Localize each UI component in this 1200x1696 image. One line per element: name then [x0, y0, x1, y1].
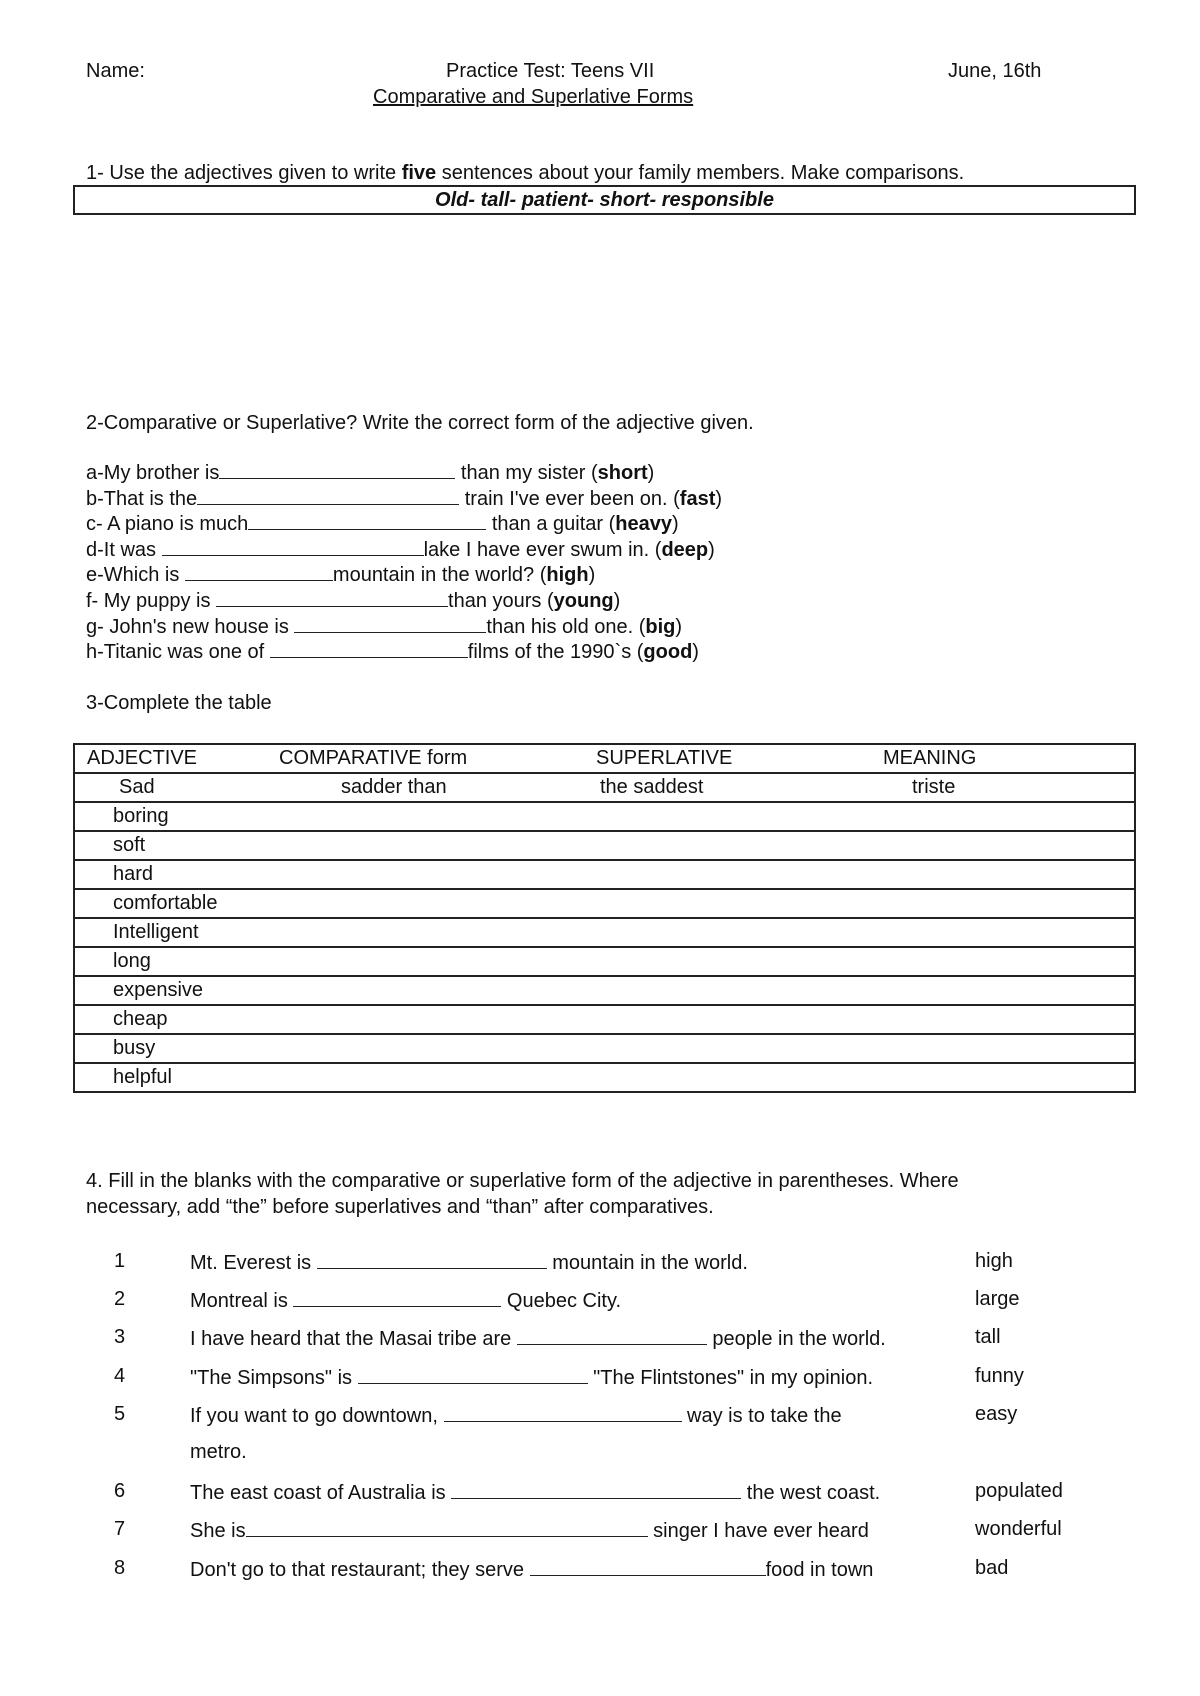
item-text-end: )	[647, 462, 655, 484]
item-number: 7	[114, 1518, 126, 1540]
item-text-post: train I've ever been on. (	[459, 488, 680, 510]
row-comparative-cell[interactable]	[279, 1005, 596, 1034]
table-row	[74, 1034, 1135, 1063]
section1-instruction-bold: five	[401, 162, 437, 184]
item-adjective: young	[553, 590, 614, 612]
item-adjective: heavy	[615, 513, 672, 535]
section2-item	[86, 487, 722, 511]
row-meaning-cell[interactable]	[883, 860, 1135, 889]
item-sentence	[190, 1557, 873, 1582]
table-example-row	[74, 773, 1135, 802]
table-row	[74, 860, 1135, 889]
row-adjective: helpful	[74, 1063, 279, 1092]
row-meaning-cell[interactable]	[883, 976, 1135, 1005]
section2-item	[86, 563, 595, 587]
item-text-end: )	[675, 616, 683, 638]
section3-instruction: 3-Complete the table	[86, 692, 272, 714]
row-superlative-cell[interactable]	[596, 1005, 883, 1034]
row-superlative-cell[interactable]	[596, 1063, 883, 1092]
answer-blank[interactable]	[294, 616, 486, 633]
answer-blank[interactable]	[317, 1250, 547, 1269]
section2-item	[86, 615, 682, 639]
row-adjective: long	[74, 947, 279, 976]
section2-item	[86, 640, 699, 664]
section4-item	[0, 1480, 1200, 1510]
section1-instruction-pre: 1- Use the adjectives given to write	[86, 162, 402, 184]
section4-item	[0, 1518, 1200, 1548]
item-text-post: people in the world.	[706, 1328, 886, 1350]
table-row	[74, 831, 1135, 860]
name-label: Name:	[86, 60, 145, 82]
row-superlative-cell[interactable]	[596, 947, 883, 976]
item-continuation: metro.	[190, 1441, 247, 1463]
item-adjective: big	[645, 616, 676, 638]
item-sentence	[190, 1326, 886, 1351]
item-adjective: wonderful	[975, 1518, 1062, 1540]
row-comparative-cell[interactable]	[279, 1034, 596, 1063]
row-meaning-cell[interactable]	[883, 802, 1135, 831]
row-comparative-cell[interactable]	[279, 947, 596, 976]
row-adjective: Intelligent	[74, 918, 279, 947]
row-superlative-cell[interactable]	[596, 802, 883, 831]
item-text-end: )	[588, 564, 596, 586]
answer-blank[interactable]	[517, 1326, 707, 1345]
item-text-pre: Don't go to that restaurant; they serve	[190, 1559, 530, 1581]
table-row	[74, 889, 1135, 918]
item-adjective: deep	[661, 539, 709, 561]
item-text-pre: "The Simpsons" is	[190, 1367, 358, 1389]
section4-item	[0, 1250, 1200, 1280]
item-text-post: food in town	[765, 1559, 874, 1581]
answer-blank[interactable]	[530, 1557, 766, 1576]
item-number: 6	[114, 1480, 126, 1502]
item-adjective: large	[975, 1288, 1020, 1310]
item-text-pre: a-My brother is	[86, 462, 220, 484]
section4-item	[0, 1288, 1200, 1318]
section1-instruction	[86, 162, 964, 185]
table-header-row	[74, 744, 1135, 773]
item-adjective: easy	[975, 1403, 1018, 1425]
row-meaning-cell[interactable]	[883, 1034, 1135, 1063]
item-sentence	[190, 1480, 880, 1505]
row-adjective: comfortable	[74, 889, 279, 918]
answer-blank[interactable]	[216, 590, 448, 607]
item-text-pre: d-It was	[86, 539, 162, 561]
table-row	[74, 1063, 1135, 1092]
item-text-post: than my sister (	[455, 462, 598, 484]
example-adjective: Sad	[74, 773, 279, 802]
row-meaning-cell[interactable]	[883, 831, 1135, 860]
row-comparative-cell[interactable]	[279, 860, 596, 889]
header-comparative: COMPARATIVE form	[279, 747, 468, 769]
example-meaning: triste	[883, 773, 1135, 802]
item-text-post: mountain in the world? (	[332, 564, 547, 586]
page-subtitle: Comparative and Superlative Forms	[373, 86, 694, 108]
item-adjective: funny	[975, 1365, 1024, 1387]
item-adjective: bad	[975, 1557, 1009, 1579]
answer-blank[interactable]	[162, 539, 424, 556]
test-date: June, 16th	[948, 60, 1042, 82]
item-text-post: Quebec City.	[501, 1290, 622, 1312]
item-text-end: )	[613, 590, 621, 612]
row-comparative-cell[interactable]	[279, 976, 596, 1005]
row-superlative-cell[interactable]	[596, 976, 883, 1005]
row-adjective: busy	[74, 1034, 279, 1063]
header-adjective: ADJECTIVE	[87, 747, 198, 769]
item-text-end: )	[715, 488, 723, 510]
item-text-post: way is to take the	[681, 1405, 842, 1427]
section4-item	[0, 1365, 1200, 1395]
answer-blank[interactable]	[246, 1518, 648, 1537]
row-meaning-cell[interactable]	[883, 1063, 1135, 1092]
test-title: Practice Test: Teens VII	[446, 60, 655, 82]
row-comparative-cell[interactable]	[279, 918, 596, 947]
example-comparative: sadder than	[279, 773, 596, 802]
example-superlative: the saddest	[596, 773, 883, 802]
item-text-post: films of the 1990`s (	[467, 641, 644, 663]
item-text-pre: Mt. Everest is	[190, 1252, 317, 1274]
item-number: 2	[114, 1288, 126, 1310]
row-adjective: hard	[74, 860, 279, 889]
row-comparative-cell[interactable]	[279, 831, 596, 860]
item-adjective: tall	[975, 1326, 1001, 1348]
item-text-pre: e-Which is	[86, 564, 185, 586]
item-number: 3	[114, 1326, 126, 1348]
item-number: 1	[114, 1250, 126, 1272]
section4-item	[0, 1326, 1200, 1356]
row-meaning-cell[interactable]	[883, 889, 1135, 918]
answer-blank[interactable]	[451, 1480, 741, 1499]
item-text-pre: The east coast of Australia is	[190, 1482, 452, 1504]
item-number: 8	[114, 1557, 126, 1579]
answer-blank[interactable]	[444, 1403, 682, 1422]
item-text-pre: h-Titanic was one of	[86, 641, 270, 663]
section4-instruction-line1: 4. Fill in the blanks with the comparative or superlative form of the adjective in parentheses. Where	[86, 1170, 959, 1192]
item-adjective: populated	[975, 1480, 1063, 1502]
section2-instruction: 2-Comparative or Superlative? Write the correct form of the adjective given.	[86, 412, 754, 434]
row-meaning-cell[interactable]	[883, 1005, 1135, 1034]
row-comparative-cell[interactable]	[279, 1063, 596, 1092]
row-superlative-cell[interactable]	[596, 1034, 883, 1063]
answer-blank[interactable]	[197, 488, 459, 505]
row-meaning-cell[interactable]	[883, 918, 1135, 947]
item-text-post: than a guitar (	[486, 513, 616, 535]
answer-blank[interactable]	[219, 462, 455, 479]
row-adjective: boring	[74, 802, 279, 831]
table-row	[74, 802, 1135, 831]
row-superlative-cell[interactable]	[596, 860, 883, 889]
row-superlative-cell[interactable]	[596, 831, 883, 860]
item-text-post: than yours (	[448, 590, 554, 612]
answer-blank[interactable]	[293, 1288, 501, 1307]
row-superlative-cell[interactable]	[596, 889, 883, 918]
item-number: 4	[114, 1365, 126, 1387]
item-text-pre: If you want to go downtown,	[190, 1405, 444, 1427]
row-adjective: soft	[74, 831, 279, 860]
section4-item	[0, 1557, 1200, 1587]
item-text-pre: Montreal is	[190, 1290, 294, 1312]
item-text-post: than his old one. (	[486, 616, 646, 638]
row-adjective: expensive	[74, 976, 279, 1005]
row-adjective: cheap	[74, 1005, 279, 1034]
item-text-post: "The Flintstones" in my opinion.	[587, 1367, 874, 1389]
item-adjective: high	[975, 1250, 1013, 1272]
answer-blank[interactable]	[358, 1365, 588, 1384]
item-text-end: )	[708, 539, 715, 561]
item-text-end: )	[672, 513, 679, 535]
section2-item	[86, 461, 654, 485]
section4-item	[0, 1403, 1200, 1463]
item-adjective: good	[643, 641, 693, 663]
item-sentence	[190, 1518, 869, 1543]
adjectives-table	[73, 743, 1136, 1093]
item-adjective: fast	[679, 488, 716, 510]
item-number: 5	[114, 1403, 126, 1425]
item-adjective: high	[546, 564, 589, 586]
item-sentence	[190, 1288, 621, 1313]
table-row	[74, 947, 1135, 976]
row-comparative-cell[interactable]	[279, 802, 596, 831]
item-text-pre: She is	[190, 1520, 246, 1542]
item-sentence	[190, 1403, 842, 1428]
header-superlative: SUPERLATIVE	[596, 747, 733, 769]
answer-blank[interactable]	[270, 641, 468, 658]
item-text-post: the west coast.	[741, 1482, 881, 1504]
row-superlative-cell[interactable]	[596, 918, 883, 947]
section2-item	[86, 512, 679, 536]
item-sentence	[190, 1250, 748, 1275]
row-comparative-cell[interactable]	[279, 889, 596, 918]
table-row	[74, 976, 1135, 1005]
item-text-post: lake I have ever swum in. (	[423, 539, 662, 561]
item-adjective: short	[597, 462, 648, 484]
answer-blank[interactable]	[185, 564, 333, 581]
section4-instruction-line2: necessary, add “the” before superlatives and “than” after comparatives.	[86, 1196, 714, 1218]
item-text-post: mountain in the world.	[546, 1252, 748, 1274]
answer-blank[interactable]	[248, 513, 486, 530]
item-text-post: singer I have ever heard	[647, 1520, 869, 1542]
item-sentence	[190, 1365, 873, 1390]
table-row	[74, 1005, 1135, 1034]
header-meaning: MEANING	[883, 747, 977, 769]
item-text-pre: g- John's new house is	[86, 616, 295, 638]
section1-instruction-post: sentences about your family members. Make comparisons.	[436, 162, 965, 184]
row-meaning-cell[interactable]	[883, 947, 1135, 976]
section2-item	[86, 589, 620, 613]
item-text-pre: I have heard that the Masai tribe are	[190, 1328, 517, 1350]
adjectives-box: Old- tall- patient- short- responsible	[73, 185, 1136, 215]
item-text-end: )	[692, 641, 699, 663]
item-text-pre: c- A piano is much	[86, 513, 249, 535]
item-text-pre: f- My puppy is	[86, 590, 217, 612]
item-text-pre: b-That is the	[86, 488, 198, 510]
section2-item	[86, 538, 715, 562]
table-row	[74, 918, 1135, 947]
